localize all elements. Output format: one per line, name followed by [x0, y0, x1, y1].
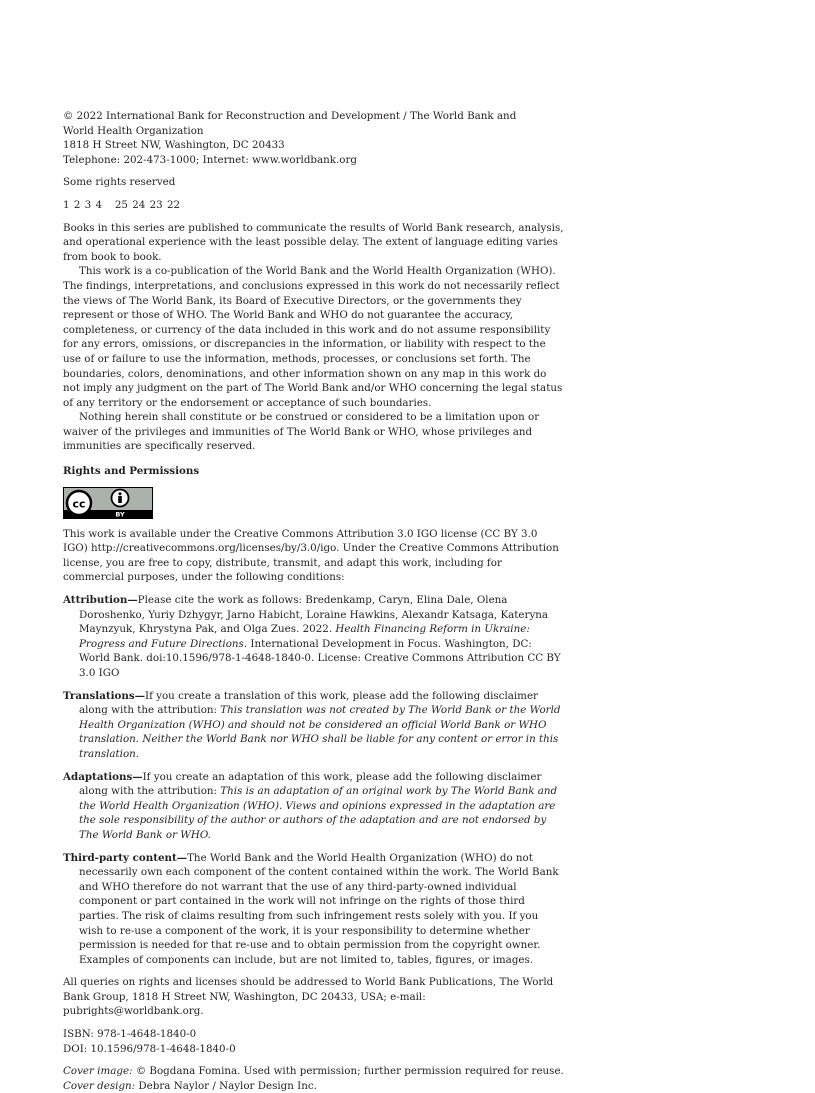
cover-image-credit: [63, 1064, 565, 1079]
license-intro: This work is available under the Creative Commons Attribution 3.0 IGO license (CC BY 3.0 IGO) http://creativecommons.org/licenses/by/3.0/igo. Under the Creative Commons Attribution license, you are free to copy, distribute, transmit, and adapt this work, including for commercial purposes, under the following conditions:: [63, 527, 559, 584]
by-badge-text: BY: [115, 510, 125, 518]
disclaimer-paragraph: Nothing herein shall constitute or be construed or considered to be a limitation upon or waiver of the privileges and immunities of The World Bank or WHO, whose privileges and immunities are specifically reserved.: [63, 411, 540, 453]
cc-badge-text: cc: [72, 497, 86, 511]
cc-by-icon: [64, 488, 152, 518]
cc-by-license-badge: [63, 487, 153, 519]
translations-condition: [63, 689, 565, 762]
copyright-line: © 2022 International Bank for Reconstruction and Development / The World Bank and: [63, 110, 517, 122]
disclaimer-paragraph: Books in this series are published to communicate the results of World Bank research, analysis, and operational experience with the least possible delay. The extent of language editing varies from book to book.: [63, 221, 564, 263]
address-line: 1818 H Street NW, Washington, DC 20433: [63, 139, 285, 152]
cover-design-label: Cover design:: [63, 1079, 136, 1092]
attribution-title: Health Financing Reform in Ukraine: Progress and Future Directions.: [79, 623, 530, 650]
attribution-label: Attribution—: [63, 594, 138, 607]
cover-image-label: Cover image:: [63, 1065, 133, 1078]
adaptations-text: If you create an adaptation of this work, please add the following disclaimer along with the attribution:: [79, 770, 542, 798]
adaptations-disclaimer: This is an adaptation of an original work by The World Bank and the World Health Organization (WHO). Views and opinions expressed in the adaptation are the sole responsibility of the author or authors of the adaptation and are not endorsed by The World Bank or WHO.: [79, 785, 558, 841]
contact-line: Telephone: 202-473-1000; Internet: www.worldbank.org: [63, 153, 358, 166]
third-party-label: Third-party content—: [63, 851, 188, 864]
cover-image-text: © Bogdana Fomina. Used with permission; further permission required for reuse.: [132, 1065, 564, 1078]
attribution-condition: [63, 593, 565, 681]
translations-label: Translations—: [63, 689, 145, 702]
rights-heading: Rights and Permissions: [63, 465, 200, 478]
copyright-page: [63, 109, 565, 1093]
disclaimer-paragraph: This work is a co-publication of the World Bank and the World Health Organization (WHO). The findings, interpretations, and conclusions expressed in this work do not necessarily reflect the views of The World Bank, its Board of Executive Directors, or the governments they represent or those of WHO. The World Bank and WHO do not guarantee the accuracy, completeness, or currency of the data included in this work and do not assume responsibility for any errors, omissions, or discrepancies in the information, or liability with respect to the use of or failure to use the information, methods, processes, or conclusions set forth. The boundaries, colors, denominations, and other information shown on any map in this work do not imply any judgment on the part of The World Bank and/or WHO concerning the legal status of any territory or the endorsement or acceptance of such boundaries.: [63, 265, 563, 409]
attribution-text: Please cite the work as follows: Bredenkamp, Caryn, Elina Dale, Olena Doroshenko, Yuriy Dzhygyr, Jarno Habicht, Loraine Hawkins, Alexandr Katsaga, Kateryna Maynzyuk, Khrystyna Pak, and Olga Zues. 2022.: [79, 594, 549, 636]
queries-paragraph: All queries on rights and licenses should be addressed to World Bank Publications, The World Bank Group, 1818 H Street NW, Washington, DC 20433, USA; e-mail: pubrights@worldbank.org.: [63, 976, 554, 1018]
isbn: ISBN: 978-1-4648-1840-0: [63, 1028, 197, 1041]
copyright-line: World Health Organization: [63, 124, 204, 137]
third-party-text: The World Bank and the World Health Organization (WHO) do not necessarily own each component of the content contained within the work. The World Bank and WHO therefore do not warrant that the use of any third-party-owned individual component or part contained in the work will not infringe on the rights of those third parties. The risk of claims resulting from such infringement rests solely with you. If you wish to re-use a component of the work, it is your responsibility to determine whether permission is needed for that re-use and to obtain permission from the copyright owner. Examples of components can include, but are not limited to, tables, figures, or images.: [79, 851, 559, 966]
adaptations-condition: [63, 770, 565, 843]
cover-design-credit: [63, 1079, 565, 1093]
cover-design-text: Debra Naylor / Naylor Design Inc.: [135, 1079, 317, 1092]
rights-reserved: Some rights reserved: [63, 176, 176, 189]
doi: DOI: 10.1596/978-1-4648-1840-0: [63, 1042, 236, 1055]
translations-disclaimer: This translation was not created by The World Bank or the World Health Organization (WHO) and should not be considered an official World Bank or WHO translation. Neither the World Bank nor WHO shall be liable for any content or error in this translation.: [79, 704, 561, 760]
third-party-condition: [63, 851, 565, 968]
attribution-text: International Development in Focus. Washington, DC: World Bank. doi:10.1596/978-1-4648-1840-0. License: Creative Commons Attribution CC BY 3.0 IGO: [79, 637, 561, 679]
copyright-block: [63, 109, 565, 167]
adaptations-label: Adaptations—: [63, 770, 143, 783]
translations-text: If you create a translation of this work, please add the following disclaimer along with the attribution:: [79, 689, 538, 717]
edition-numbers: 1 2 3 4 25 24 23 22: [63, 198, 181, 211]
